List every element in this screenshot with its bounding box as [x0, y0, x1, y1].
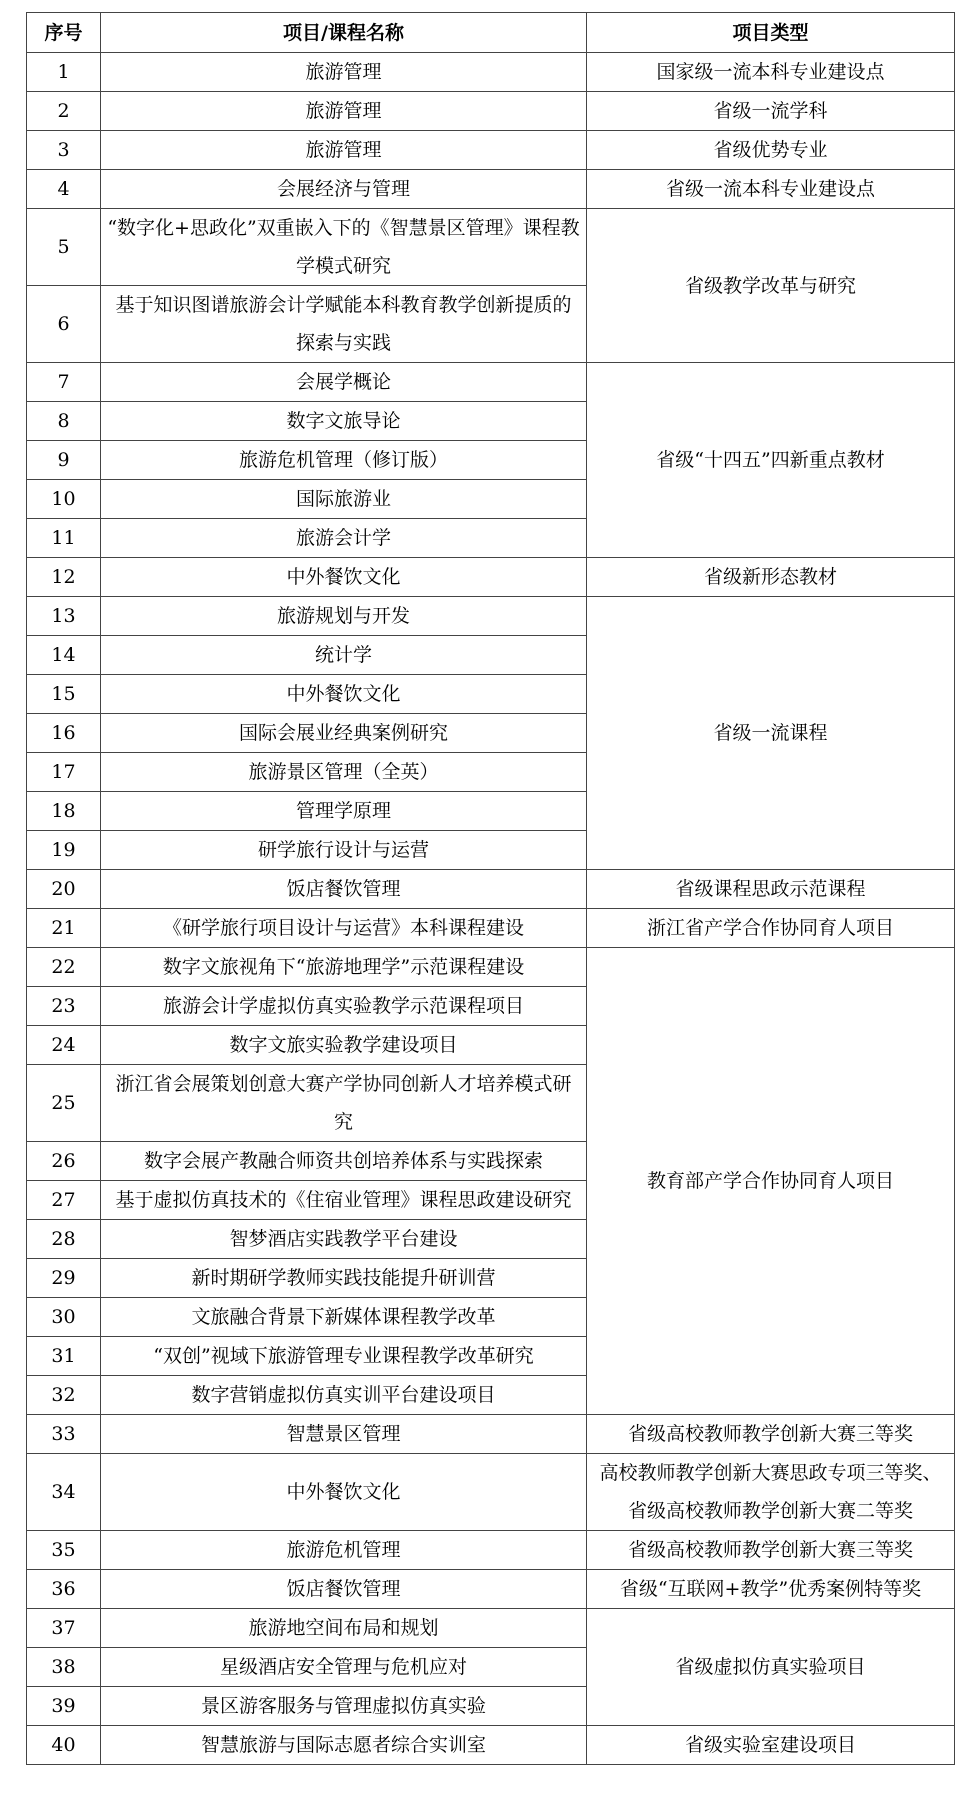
row-name: 饭店餐饮管理 [101, 1570, 587, 1609]
row-name: 数字文旅实验教学建设项目 [101, 1026, 587, 1065]
row-no: 20 [27, 870, 101, 909]
table-row [27, 1726, 955, 1765]
row-name: 研学旅行设计与运营 [101, 831, 587, 870]
row-name: “数字化+思政化”双重嵌入下的《智慧景区管理》课程教学模式研究 [101, 209, 587, 286]
row-type: 省级一流本科专业建设点 [587, 170, 955, 209]
table-row [27, 1454, 955, 1531]
row-no: 23 [27, 987, 101, 1026]
row-name: 基于虚拟仿真技术的《住宿业管理》课程思政建设研究 [101, 1181, 587, 1220]
row-no: 9 [27, 441, 101, 480]
row-type: 高校教师教学创新大赛思政专项三等奖、省级高校教师教学创新大赛二等奖 [587, 1454, 955, 1531]
row-no: 37 [27, 1609, 101, 1648]
row-no: 14 [27, 636, 101, 675]
row-name: 数字文旅视角下“旅游地理学”示范课程建设 [101, 948, 587, 987]
row-type-merged: 教育部产学合作协同育人项目 [587, 948, 955, 1415]
row-no: 33 [27, 1415, 101, 1454]
row-type: 省级课程思政示范课程 [587, 870, 955, 909]
row-name: 旅游危机管理 [101, 1531, 587, 1570]
row-no: 28 [27, 1220, 101, 1259]
row-no: 6 [27, 286, 101, 363]
table-row [27, 1415, 955, 1454]
row-no: 31 [27, 1337, 101, 1376]
row-type-merged: 省级“十四五”四新重点教材 [587, 363, 955, 558]
table-row [27, 909, 955, 948]
row-type: 省级高校教师教学创新大赛三等奖 [587, 1531, 955, 1570]
table-row [27, 870, 955, 909]
table-row [27, 558, 955, 597]
row-no: 3 [27, 131, 101, 170]
row-no: 36 [27, 1570, 101, 1609]
table-row [27, 170, 955, 209]
row-name: 智慧景区管理 [101, 1415, 587, 1454]
row-no: 25 [27, 1065, 101, 1142]
row-no: 39 [27, 1687, 101, 1726]
row-name: 旅游规划与开发 [101, 597, 587, 636]
row-name: 中外餐饮文化 [101, 1454, 587, 1531]
row-name: 旅游会计学 [101, 519, 587, 558]
row-name: 旅游危机管理（修订版） [101, 441, 587, 480]
row-type: 省级一流学科 [587, 92, 955, 131]
row-name: 数字营销虚拟仿真实训平台建设项目 [101, 1376, 587, 1415]
row-type: 国家级一流本科专业建设点 [587, 53, 955, 92]
row-no: 40 [27, 1726, 101, 1765]
row-no: 1 [27, 53, 101, 92]
row-no: 13 [27, 597, 101, 636]
table-row [27, 209, 955, 286]
row-no: 26 [27, 1142, 101, 1181]
table-row [27, 597, 955, 636]
row-name: 国际旅游业 [101, 480, 587, 519]
table-row [27, 92, 955, 131]
table-row [27, 131, 955, 170]
header-name: 项目/课程名称 [101, 13, 587, 53]
row-no: 22 [27, 948, 101, 987]
row-no: 11 [27, 519, 101, 558]
row-name: 智梦酒店实践教学平台建设 [101, 1220, 587, 1259]
row-no: 18 [27, 792, 101, 831]
table-row [27, 53, 955, 92]
row-no: 32 [27, 1376, 101, 1415]
row-name: 旅游管理 [101, 92, 587, 131]
table-row [27, 1531, 955, 1570]
row-name: 景区游客服务与管理虚拟仿真实验 [101, 1687, 587, 1726]
row-name: 饭店餐饮管理 [101, 870, 587, 909]
row-no: 7 [27, 363, 101, 402]
row-no: 38 [27, 1648, 101, 1687]
projects-table [26, 12, 955, 1765]
row-name: 统计学 [101, 636, 587, 675]
row-type: 省级实验室建设项目 [587, 1726, 955, 1765]
row-name: 星级酒店安全管理与危机应对 [101, 1648, 587, 1687]
row-name: 管理学原理 [101, 792, 587, 831]
row-no: 19 [27, 831, 101, 870]
row-name: 旅游管理 [101, 53, 587, 92]
row-type: 省级高校教师教学创新大赛三等奖 [587, 1415, 955, 1454]
row-name: 数字文旅导论 [101, 402, 587, 441]
row-no: 5 [27, 209, 101, 286]
row-no: 15 [27, 675, 101, 714]
row-no: 4 [27, 170, 101, 209]
row-no: 12 [27, 558, 101, 597]
row-name: 数字会展产教融合师资共创培养体系与实践探索 [101, 1142, 587, 1181]
row-name: “双创”视域下旅游管理专业课程教学改革研究 [101, 1337, 587, 1376]
row-no: 29 [27, 1259, 101, 1298]
row-no: 16 [27, 714, 101, 753]
row-no: 21 [27, 909, 101, 948]
row-no: 10 [27, 480, 101, 519]
header-no: 序号 [27, 13, 101, 53]
row-type: 浙江省产学合作协同育人项目 [587, 909, 955, 948]
row-no: 8 [27, 402, 101, 441]
row-no: 24 [27, 1026, 101, 1065]
row-name: 旅游会计学虚拟仿真实验教学示范课程项目 [101, 987, 587, 1026]
row-name: 基于知识图谱旅游会计学赋能本科教育教学创新提质的探索与实践 [101, 286, 587, 363]
row-type: 省级优势专业 [587, 131, 955, 170]
row-no: 35 [27, 1531, 101, 1570]
row-name: 中外餐饮文化 [101, 558, 587, 597]
row-type: 省级新形态教材 [587, 558, 955, 597]
row-name: 智慧旅游与国际志愿者综合实训室 [101, 1726, 587, 1765]
table-row [27, 1570, 955, 1609]
row-name: 浙江省会展策划创意大赛产学协同创新人才培养模式研究 [101, 1065, 587, 1142]
row-name: 旅游景区管理（全英） [101, 753, 587, 792]
table-row [27, 1609, 955, 1648]
row-type-merged: 省级虚拟仿真实验项目 [587, 1609, 955, 1726]
row-name: 国际会展业经典案例研究 [101, 714, 587, 753]
row-no: 27 [27, 1181, 101, 1220]
row-name: 旅游管理 [101, 131, 587, 170]
row-name: 中外餐饮文化 [101, 675, 587, 714]
row-name: 文旅融合背景下新媒体课程教学改革 [101, 1298, 587, 1337]
row-type-merged: 省级教学改革与研究 [587, 209, 955, 363]
row-no: 2 [27, 92, 101, 131]
row-name: 会展经济与管理 [101, 170, 587, 209]
row-type-merged: 省级一流课程 [587, 597, 955, 870]
row-name: 会展学概论 [101, 363, 587, 402]
table-row [27, 363, 955, 402]
header-row [27, 13, 955, 53]
row-name: 新时期研学教师实践技能提升研训营 [101, 1259, 587, 1298]
header-type: 项目类型 [587, 13, 955, 53]
row-name: 《研学旅行项目设计与运营》本科课程建设 [101, 909, 587, 948]
row-no: 17 [27, 753, 101, 792]
row-no: 30 [27, 1298, 101, 1337]
row-type: 省级“互联网+教学”优秀案例特等奖 [587, 1570, 955, 1609]
row-no: 34 [27, 1454, 101, 1531]
row-name: 旅游地空间布局和规划 [101, 1609, 587, 1648]
table-row [27, 948, 955, 987]
